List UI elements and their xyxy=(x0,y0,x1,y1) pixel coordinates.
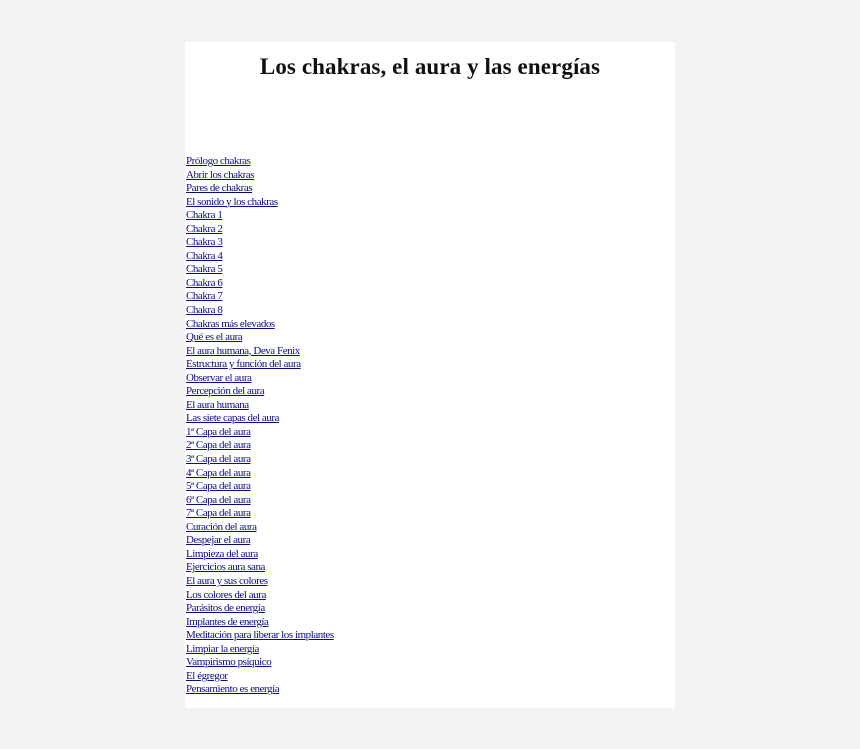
toc-link[interactable]: El sonido y los chakras xyxy=(186,195,278,208)
toc-item xyxy=(186,209,338,223)
toc-item xyxy=(186,412,338,426)
page-title: Los chakras, el aura y las energías xyxy=(259,54,601,79)
toc-link[interactable]: Las siete capas del aura xyxy=(186,412,280,425)
toc-link[interactable]: Chakra 1 xyxy=(186,209,223,222)
toc-link[interactable]: Percepción del aura xyxy=(186,385,265,398)
toc-item xyxy=(186,534,338,548)
toc-link[interactable]: Chakra 8 xyxy=(186,304,223,317)
toc-link[interactable]: El aura humana, Deva Fenix xyxy=(186,344,300,357)
toc-item xyxy=(186,629,338,643)
toc-item xyxy=(186,439,338,453)
toc-item xyxy=(186,385,338,399)
toc-link[interactable]: Chakra 7 xyxy=(186,290,223,303)
toc-link[interactable]: 3ª Capa del aura xyxy=(186,453,251,466)
toc-item xyxy=(186,480,338,494)
toc-item xyxy=(186,467,338,481)
toc-link[interactable]: Curación del aura xyxy=(186,520,257,533)
toc-item xyxy=(186,602,338,616)
toc-link[interactable]: 7ª Capa del aura xyxy=(186,507,251,520)
toc-item xyxy=(186,575,338,589)
toc-item xyxy=(186,507,338,521)
toc-link[interactable]: 4ª Capa del aura xyxy=(186,466,251,479)
toc-link[interactable]: Qué es el aura xyxy=(186,331,243,344)
toc-link[interactable]: Implantes de energía xyxy=(186,615,269,628)
toc-item xyxy=(186,223,338,237)
toc-link[interactable]: Despejar el aura xyxy=(186,534,251,547)
toc-item xyxy=(186,670,338,684)
toc-item xyxy=(186,155,338,169)
toc-item xyxy=(186,263,338,277)
toc-item xyxy=(186,683,338,697)
toc-link[interactable]: Abrir los chakras xyxy=(186,168,255,181)
toc-link[interactable]: Vampirismo psíquico xyxy=(186,656,272,669)
toc-item xyxy=(186,548,338,562)
toc-item xyxy=(186,372,338,386)
toc-item xyxy=(186,236,338,250)
toc-item xyxy=(186,453,338,467)
toc-link[interactable]: Limpiar la energía xyxy=(186,642,259,655)
toc-item xyxy=(186,589,338,603)
toc-item xyxy=(186,250,338,264)
toc-link[interactable]: Parásitos de energía xyxy=(186,602,265,615)
toc-item xyxy=(186,345,338,359)
toc-item xyxy=(186,643,338,657)
toc-link[interactable]: Los colores del aura xyxy=(186,588,266,601)
toc-item xyxy=(186,169,338,183)
toc-item xyxy=(186,318,338,332)
toc-link[interactable]: Chakra 4 xyxy=(186,249,223,262)
table-of-contents xyxy=(186,155,338,697)
document-page xyxy=(185,42,675,708)
toc-link[interactable]: 2ª Capa del aura xyxy=(186,439,251,452)
toc-link[interactable]: Observar el aura xyxy=(186,371,252,384)
toc-item xyxy=(186,399,338,413)
toc-link[interactable]: 1ª Capa del aura xyxy=(186,425,251,438)
toc-link[interactable]: Prólogo chakras xyxy=(186,155,251,167)
toc-item xyxy=(186,304,338,318)
toc-link[interactable]: Chakra 6 xyxy=(186,276,223,289)
toc-item xyxy=(186,277,338,291)
toc-link[interactable]: El égregor xyxy=(186,669,228,682)
toc-item xyxy=(186,358,338,372)
toc-link[interactable]: Pensamiento es energía xyxy=(186,683,280,696)
toc-item xyxy=(186,656,338,670)
toc-link[interactable]: Ejercicios aura sana xyxy=(186,561,265,574)
toc-link[interactable]: 6ª Capa del aura xyxy=(186,493,251,506)
toc-link[interactable]: 5ª Capa del aura xyxy=(186,480,251,493)
toc-link[interactable]: Chakra 5 xyxy=(186,263,223,276)
toc-link[interactable]: Chakra 2 xyxy=(186,222,223,235)
toc-link[interactable]: El aura humana xyxy=(186,398,249,411)
toc-item xyxy=(186,521,338,535)
toc-link[interactable]: Chakras más elevados xyxy=(186,317,275,330)
toc-item xyxy=(186,426,338,440)
toc-item xyxy=(186,561,338,575)
toc-link[interactable]: Pares de chakras xyxy=(186,182,253,195)
toc-link[interactable]: Estructura y función del aura xyxy=(186,358,301,371)
toc-link[interactable]: El aura y sus colores xyxy=(186,574,268,587)
toc-item xyxy=(186,196,338,210)
toc-item xyxy=(186,331,338,345)
toc-item xyxy=(186,290,338,304)
toc-item xyxy=(186,616,338,630)
toc-link[interactable]: Chakra 3 xyxy=(186,236,223,249)
toc-link[interactable]: Meditación para liberar los implantes xyxy=(186,629,334,642)
toc-item xyxy=(186,182,338,196)
toc-item xyxy=(186,494,338,508)
toc-link[interactable]: Limpieza del aura xyxy=(186,547,258,560)
